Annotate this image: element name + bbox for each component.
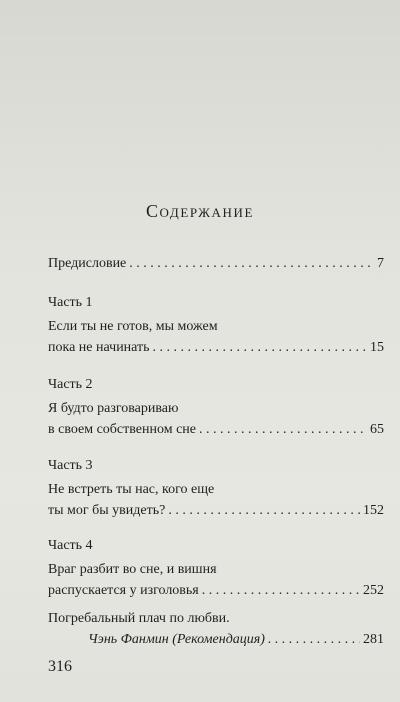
part-label: Часть 3 <box>48 458 93 473</box>
dot-leader <box>129 253 374 274</box>
toc-line <box>48 580 384 601</box>
toc-page-number: 65 <box>370 422 384 437</box>
part-label: Часть 2 <box>48 377 93 392</box>
page-number: 316 <box>48 658 72 675</box>
toc-line <box>48 419 384 440</box>
toc-line <box>48 629 384 650</box>
dot-leader <box>199 419 367 440</box>
dot-leader <box>153 337 367 358</box>
toc-entry-part4 <box>48 559 384 601</box>
toc-entry-part3 <box>48 479 384 521</box>
toc-entry-title-line2: пока не начинать <box>48 340 150 355</box>
toc-entry-afterword <box>48 608 384 650</box>
part-label: Часть 4 <box>48 538 93 553</box>
toc-entry-title-line1: Враг разбит во сне, и вишня <box>48 562 217 577</box>
dot-leader <box>168 500 360 521</box>
toc-entry-title-line2: распускается у изголовья <box>48 583 199 598</box>
toc-entry-title-line2: ты мог бы увидеть? <box>48 503 166 518</box>
toc-entry-title-line1: Погребальный плач по любви. <box>48 611 230 626</box>
toc-entry-author: Чэнь Фанмин (Рекомендация) <box>88 632 265 647</box>
toc-line <box>48 337 384 358</box>
toc-entry-title: Предисловие <box>48 256 127 271</box>
toc-page-number: 152 <box>363 503 384 518</box>
toc-entry-part1 <box>48 316 384 358</box>
toc-page-number: 7 <box>377 256 384 271</box>
dot-leader <box>268 629 360 650</box>
part-label: Часть 1 <box>48 295 93 310</box>
toc-entry-title-line2: в своем собственном сне <box>48 422 196 437</box>
toc-page-number: 281 <box>363 632 384 647</box>
page-title: Содержание <box>145 201 255 221</box>
toc-page-number: 252 <box>363 583 384 598</box>
dot-leader <box>202 580 360 601</box>
toc-line <box>48 500 384 521</box>
toc-line <box>48 253 384 274</box>
toc-entry-part2 <box>48 398 384 440</box>
toc-entry-title-line1: Если ты не готов, мы можем <box>48 319 218 334</box>
toc-entry-title-line1: Я будто разговариваю <box>48 401 179 416</box>
toc-entry-title-line1: Не встреть ты нас, кого еще <box>48 482 215 497</box>
toc-entry-preface <box>48 253 384 274</box>
toc-page-number: 15 <box>370 340 384 355</box>
